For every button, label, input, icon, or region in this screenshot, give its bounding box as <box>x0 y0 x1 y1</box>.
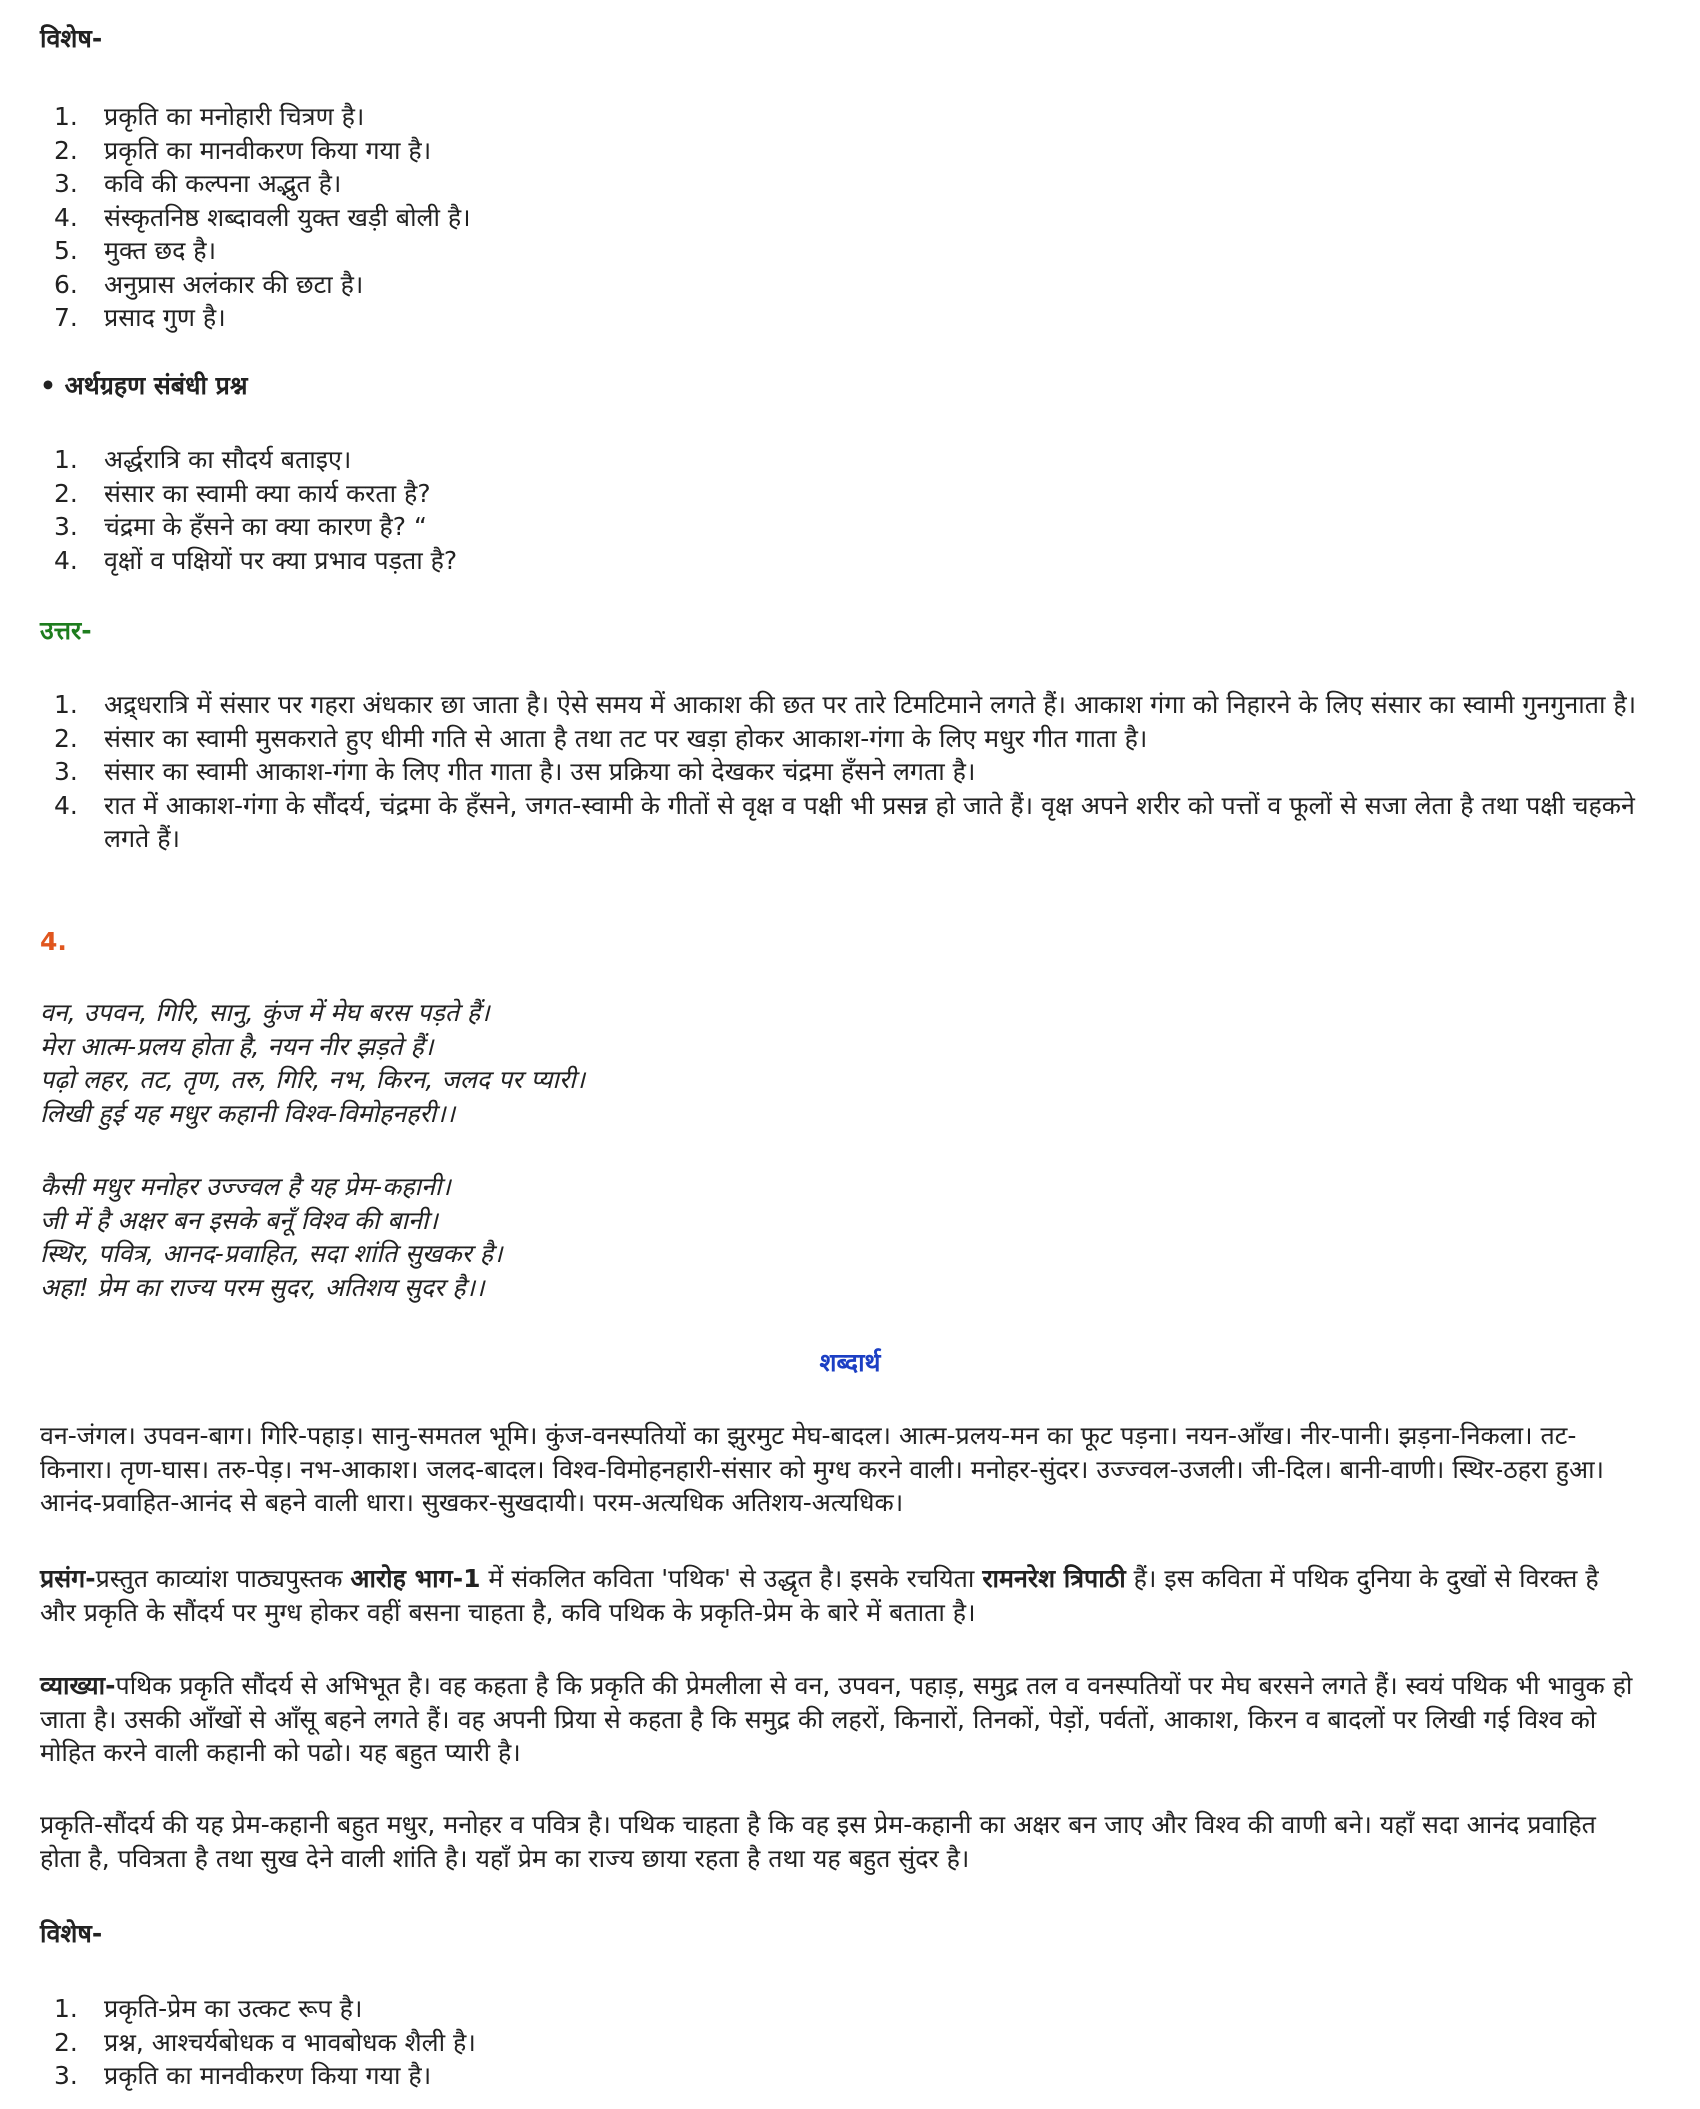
list-item <box>40 167 1640 201</box>
list-number: 5. <box>54 236 78 265</box>
list-item-text: चंद्रमा के हँसने का क्या कारण है? “ <box>104 512 427 541</box>
list-item <box>40 755 1640 789</box>
list-number: 2. <box>54 723 78 753</box>
explanation-text: पथिक प्रकृति सौंदर्य से अभिभूत है। वह कहता है कि प्रकृति की प्रेमलीला से वन, उपवन, पहाड़, समुद्र तल व वनस्पतियों पर मेघ बरसने लगते हैं। स्वयं पथिक भी भावुक हो जाता है। उसकी आँखों से आँसू बहने लगते हैं। वह अपनी प्रिया से कहता है कि समुद्र की लहरों, किनारों, तिनकों, पेड़ों, पर्वतों, आकाश, किरन व बादलों पर लिखी गई विश्व को मोहित करने वाली कहानी को पढो। यह बहुत प्यारी है। <box>40 1671 1633 1767</box>
list-number: 4. <box>54 545 78 575</box>
list-number: 1. <box>54 445 78 474</box>
list-item <box>40 2059 1640 2093</box>
answers-list <box>40 688 1640 856</box>
context-text: हैं। इस कविता में पथिक दुनिया के दुखों से विरक्त है और प्रकृति के सौंदर्य पर मुग्ध होकर वहीं बसना चाहता है, कवि पथिक के प्रकृति-प्रेम के बारे में बताता है। <box>40 1564 1599 1627</box>
list-item-text: प्रकृति-प्रेम का उत्कट रूप है। <box>104 1994 363 2023</box>
list-item <box>40 510 1640 544</box>
list-item-text: मुक्त छद है। <box>104 236 217 265</box>
list-item <box>40 477 1640 511</box>
list-item-text: संसार का स्वामी मुसकराते हुए धीमी गति से आता है तथा तट पर खड़ा होकर आकाश-गंगा के लिए मधुर गीत गाता है। <box>104 723 1148 753</box>
list-item-text: प्रश्न, आश्चर्यबोधक व भावबोधक शैली है। <box>104 2027 476 2057</box>
poem-line: पढ़ो लहर, तट, तृण, तरु, गिरि, नभ, किरन, जलद पर प्यारी। <box>40 1065 586 1094</box>
list-item-text: संसार का स्वामी क्या कार्य करता है? <box>104 478 431 508</box>
list-number: 3. <box>54 169 78 198</box>
list-number: 3. <box>54 757 78 786</box>
list-number: 3. <box>54 2061 78 2090</box>
author-name: रामनरेश त्रिपाठी <box>982 1564 1126 1593</box>
list-item-text: कवि की कल्पना अद्भुत है। <box>104 169 342 198</box>
list-item-text: रात में आकाश-गंगा के सौंदर्य, चंद्रमा के हँसने, जगत-स्वामी के गीतों से वृक्ष व पक्षी भी प्रसन्न हो जाते हैं। वृक्ष अपने शरीर को पत्तों व फूलों से सजा लेता है तथा पक्षी चहकने लगते हैं। <box>104 790 1635 853</box>
context-text: प्रस्तुत काव्यांश पाठ्यपुस्तक <box>95 1564 351 1593</box>
list-item-text: प्रकृति का मानवीकरण किया गया है। <box>104 2061 432 2090</box>
features-list <box>40 100 1640 335</box>
list-number: 3. <box>54 512 78 541</box>
list-item-text: अद्र्धरात्रि में संसार पर गहरा अंधकार छा जाता है। ऐसे समय में आकाश की छत पर तारे टिमटिमाने लगते हैं। आकाश गंगा को निहारने के लिए संसार का स्वामी गुनगुनाता है। <box>104 690 1637 719</box>
glossary-text: वन-जंगल। उपवन-बाग। गिरि-पहाड़। सानु-समतल भूमि। कुंज-वनस्पतियों का झुरमुट मेघ-बादल। आत्म-प्रलय-मन का फूट पड़ना। नयन-आँख। नीर-पानी। झड़ना-निकला। तट-किनारा। तृण-घास। तरु-पेड़। नभ-आकाश। जलद-बादल। विश्व-विमोहनहारी-संसार को मुग्ध करने वाली। मनोहर-सुंदर। उज्ज्वल-उजली। जी-दिल। बानी-वाणी। स्थिर-ठहरा हुआ। आनंद-प्रवाहित-आनंद से बहने वाली धारा। सुखकर-सुखदायी। परम-अत्यधिक अतिशय-अत्यधिक। <box>40 1421 1604 1517</box>
list-number: 1. <box>54 1994 78 2023</box>
book-name: आरोह भाग-1 <box>350 1564 481 1593</box>
context-text: में संकलित कविता 'पथिक' से उद्धृत है। इसके रचयिता <box>480 1564 983 1593</box>
section-heading-vishesh-2: विशेष- <box>40 1919 103 1948</box>
list-number: 4. <box>54 790 78 820</box>
list-number: 7. <box>54 303 78 332</box>
list-number: 2. <box>54 2027 78 2057</box>
list-item <box>40 443 1640 477</box>
list-item <box>40 234 1640 268</box>
list-item-text: प्रसाद गुण है। <box>104 303 226 332</box>
poem-stanza-2 <box>40 1170 1640 1304</box>
poem-line: मेरा आत्म-प्रलय होता है, नयन नीर झड़ते हैं। <box>40 1031 434 1061</box>
list-item-text: प्रकृति का मानवीकरण किया गया है। <box>104 135 432 165</box>
list-number: 1. <box>54 102 78 131</box>
explanation-label: व्याख्या- <box>40 1671 116 1700</box>
poem-line: वन, उपवन, गिरि, सानु, कुंज में मेघ बरस पड़ते हैं। <box>40 998 490 1027</box>
list-item <box>40 100 1640 134</box>
explanation-paragraph <box>40 1669 1640 1770</box>
list-item <box>40 688 1640 722</box>
list-item-text: संसार का स्वामी आकाश-गंगा के लिए गीत गाता है। उस प्रक्रिया को देखकर चंद्रमा हँसने लगता है। <box>104 757 976 786</box>
list-item <box>40 268 1640 302</box>
list-item <box>40 201 1640 235</box>
poem-stanza-1 <box>40 996 1640 1130</box>
list-number: 4. <box>54 202 78 232</box>
list-item-text: प्रकृति का मनोहारी चित्रण है। <box>104 102 365 131</box>
context-label: प्रसंग- <box>40 1564 96 1593</box>
list-item <box>40 1992 1640 2026</box>
list-item <box>40 789 1640 856</box>
context-paragraph <box>40 1562 1640 1629</box>
poem-line: कैसी मधुर मनोहर उज्ज्वल है यह प्रेम-कहानी। <box>40 1172 451 1201</box>
list-item-text: अर्द्धरात्रि का सौदर्य बताइए। <box>104 445 352 474</box>
answers-heading: उत्तर- <box>40 616 92 645</box>
list-item-text: संस्कृतनिष्ठ शब्दावली युक्त खड़ी बोली है। <box>104 202 471 232</box>
list-item-text: वृक्षों व पक्षियों पर क्या प्रभाव पड़ता है? <box>104 545 458 575</box>
list-item <box>40 544 1640 578</box>
features-list-2 <box>40 1992 1640 2093</box>
poem-line: जी में है अक्षर बन इसके बनूँ विश्व की बानी। <box>40 1205 438 1235</box>
list-number: 1. <box>54 690 78 719</box>
section-heading-vishesh: विशेष- <box>40 24 103 53</box>
list-item-text: अनुप्रास अलंकार की छटा है। <box>104 269 364 299</box>
comprehension-questions-heading: • अर्थग्रहण संबंधी प्रश्न <box>40 371 248 400</box>
list-item <box>40 301 1640 335</box>
stanza-number: 4. <box>40 927 67 956</box>
list-item <box>40 722 1640 756</box>
list-item <box>40 134 1640 168</box>
poem-line: लिखी हुई यह मधुर कहानी विश्व-विमोहनहरी।। <box>40 1098 456 1128</box>
list-number: 2. <box>54 135 78 165</box>
questions-list <box>40 443 1640 577</box>
list-item <box>40 2026 1640 2060</box>
explanation-paragraph-2: प्रकृति-सौंदर्य की यह प्रेम-कहानी बहुत मधुर, मनोहर व पवित्र है। पथिक चाहता है कि वह इस प्रेम-कहानी का अक्षर बन जाए और विश्व की वाणी बने। यहाँ सदा आनंद प्रवाहित होता है, पवित्रता है तथा सुख देने वाली शांति है। यहाँ प्रेम का राज्य छाया रहता है तथा यह बहुत सुंदर है। <box>40 1810 1596 1873</box>
poem-line: स्थिर, पवित्र, आनद-प्रवाहित, सदा शांति सुखकर है। <box>40 1239 503 1268</box>
list-number: 2. <box>54 478 78 508</box>
glossary-heading: शब्दार्थ <box>819 1348 881 1377</box>
poem-line: अहा! प्रेम का राज्य परम सुदर, अतिशय सुदर है।। <box>40 1272 485 1302</box>
list-number: 6. <box>54 269 78 299</box>
